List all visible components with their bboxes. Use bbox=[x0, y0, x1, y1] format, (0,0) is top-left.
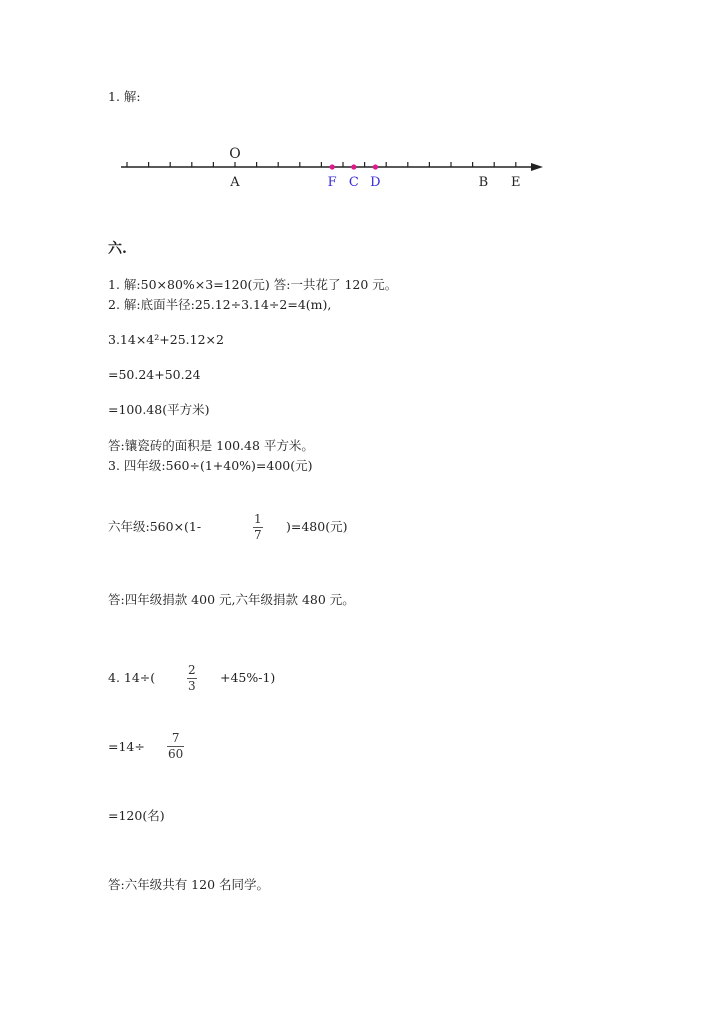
number-line-label-a: A bbox=[230, 175, 240, 190]
number-line-point bbox=[351, 164, 356, 169]
fraction-seven-sixtieths bbox=[167, 732, 184, 761]
answer-line-8-start: 六年级:560×(1- bbox=[108, 519, 202, 534]
number-line-label-d: D bbox=[370, 175, 381, 190]
answer-line-8-end: )=480(元) bbox=[286, 519, 348, 534]
number-line-label-o: O bbox=[229, 146, 241, 162]
number-line-point bbox=[373, 164, 378, 169]
answer-line-3: 3.14×4²+25.12×2 bbox=[108, 332, 224, 347]
fraction-denominator: 7 bbox=[254, 528, 262, 542]
answer-line-2: 2. 解:底面半径:25.12÷3.14÷2=4(m), bbox=[108, 297, 332, 312]
answer-line-1: 1. 解:50×80%×3=120(元) 答:一共花了 120 元。 bbox=[108, 277, 398, 292]
answer-line-4: =50.24+50.24 bbox=[108, 367, 201, 382]
number-line-label-c: C bbox=[348, 175, 359, 190]
fraction-numerator: 7 bbox=[171, 731, 180, 745]
section-heading: 六. bbox=[108, 241, 127, 257]
number-line-label-f: F bbox=[327, 175, 337, 190]
number-line-label-e: E bbox=[511, 175, 521, 190]
fraction-denominator: 3 bbox=[188, 679, 196, 693]
answer-line-13: 答:六年级共有 120 名同学。 bbox=[108, 877, 270, 892]
answer-line-10-end: +45%-1) bbox=[220, 670, 276, 685]
fraction-numerator: 2 bbox=[188, 663, 196, 677]
number-line bbox=[0, 0, 720, 200]
number-line-arrow bbox=[531, 163, 543, 171]
fraction-numerator: 1 bbox=[254, 512, 262, 526]
fraction-two-thirds bbox=[187, 664, 197, 693]
answer-line-11-start: =14÷ bbox=[108, 739, 145, 754]
number-line-point bbox=[330, 164, 335, 169]
answer-line-6: 答:镶瓷砖的面积是 100.48 平方米。 bbox=[108, 438, 314, 453]
answer-line-12: =120(名) bbox=[108, 808, 165, 823]
number-line-label-b: B bbox=[478, 175, 489, 190]
answer-line-10-start: 4. 14÷( bbox=[108, 670, 156, 685]
answer-line-7: 3. 四年级:560÷(1+40%)=400(元) bbox=[108, 458, 313, 473]
fraction-denominator: 60 bbox=[168, 747, 184, 761]
q1-label: 1. 解: bbox=[108, 89, 141, 104]
answer-line-5: =100.48(平方米) bbox=[108, 402, 210, 417]
fraction-one-seventh bbox=[253, 513, 263, 542]
answer-line-9: 答:四年级捐款 400 元,六年级捐款 480 元。 bbox=[108, 592, 355, 607]
